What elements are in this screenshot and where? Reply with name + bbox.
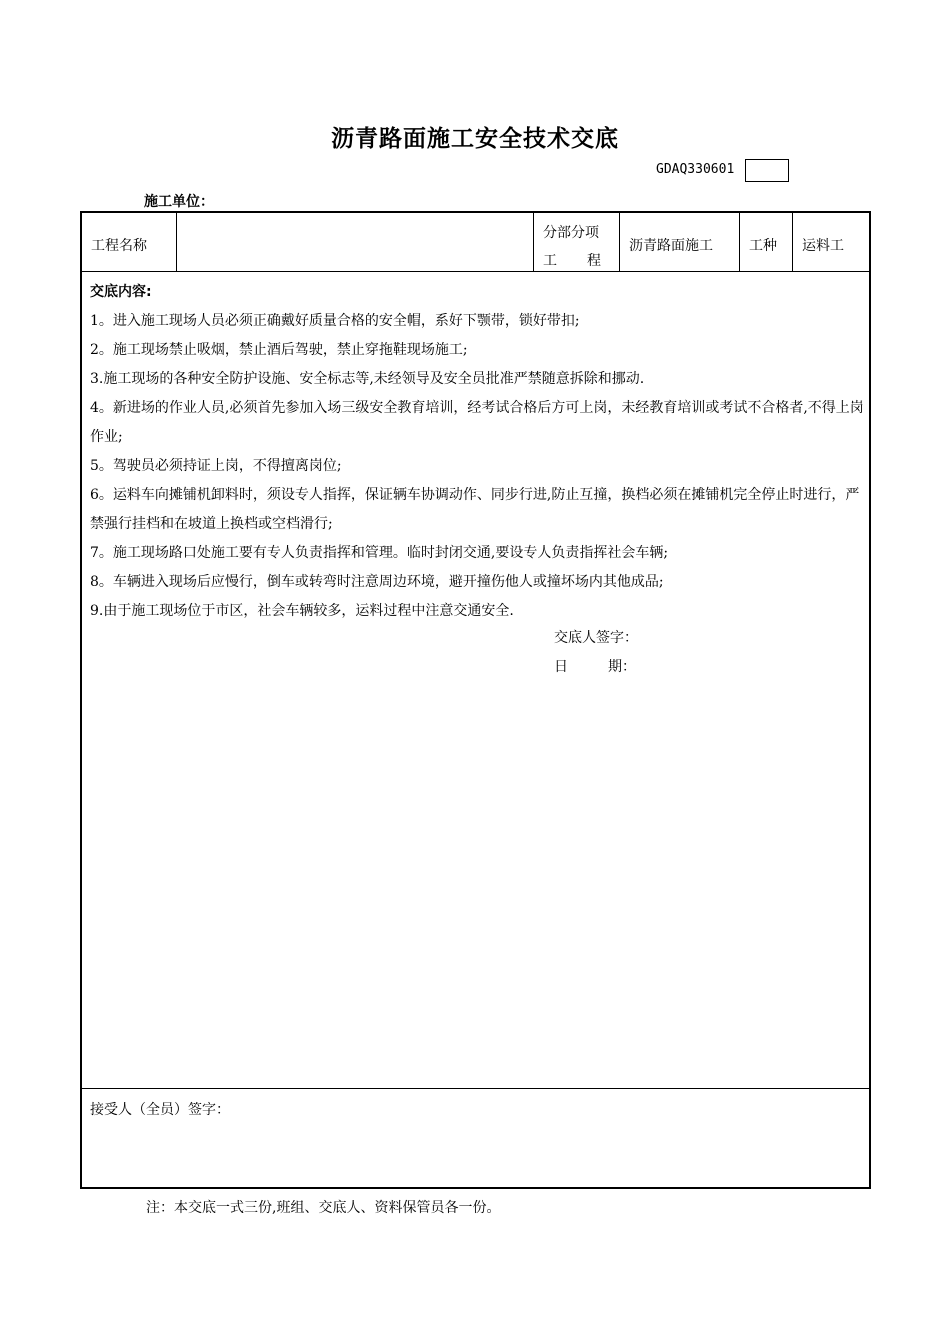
list-item: 9.由于施工现场位于市区，社会车辆较多，运料过程中注意交通安全. bbox=[90, 603, 514, 619]
briefing-content-label: 交底内容: bbox=[90, 284, 152, 300]
list-item: 8。车辆进入现场后应慢行，倒车或转弯时注意周边环境，避开撞伤他人或撞坏场内其他成品; bbox=[90, 574, 664, 590]
construction-unit-label: 施工单位： bbox=[144, 194, 214, 210]
code-box bbox=[745, 159, 789, 182]
work-type-label: 工种 bbox=[749, 238, 777, 254]
list-item: 5。驾驶员必须持证上岗，不得擅离岗位; bbox=[90, 458, 342, 474]
list-item: 6。运料车向摊铺机卸料时，须设专人指挥，保证辆车协调动作、同步行进,防止互撞，换档必须在摊铺机完全停止时进行，严禁强行挂档和在坡道上换档或空档滑行; bbox=[90, 487, 860, 532]
briefing-content-section bbox=[82, 272, 869, 1089]
document-title: 沥青路面施工安全技术交底 bbox=[331, 126, 619, 152]
sub-item-value: 沥青路面施工 bbox=[629, 238, 713, 254]
list-item: 1。进入施工现场人员必须正确戴好质量合格的安全帽，系好下颚带，锁好带扣; bbox=[90, 313, 580, 329]
document-code: GDAQ330601 bbox=[656, 162, 735, 177]
sub-item-label-line2: 工 程 bbox=[543, 253, 601, 269]
briefing-items bbox=[90, 307, 865, 626]
signer-label: 交底人签字： bbox=[554, 630, 638, 646]
list-item: 2。施工现场禁止吸烟，禁止酒后驾驶，禁止穿拖鞋现场施工; bbox=[90, 342, 468, 358]
work-type-value: 运料工 bbox=[802, 238, 844, 254]
sub-item-label-cell bbox=[534, 213, 620, 271]
list-item: 3.施工现场的各种安全防护设施、安全标志等,未经领导及安全员批准严禁随意拆除和挪动. bbox=[90, 371, 645, 387]
project-name-value-cell bbox=[177, 213, 534, 271]
list-item: 7。施工现场路口处施工要有专人负责指挥和管理。临时封闭交通,要设专人负责指挥社会车辆; bbox=[90, 545, 669, 561]
project-name-label: 工程名称 bbox=[91, 238, 147, 254]
date-label: 日 期： bbox=[554, 659, 636, 675]
header-row bbox=[82, 213, 869, 272]
sub-item-value-cell bbox=[620, 213, 740, 271]
work-type-label-cell bbox=[740, 213, 793, 271]
list-item: 4。新进场的作业人员,必须首先参加入场三级安全教育培训，经考试合格后方可上岗，未经教育培训或考试不合格者,不得上岗作业; bbox=[90, 400, 864, 445]
footnote: 注：本交底一式三份,班组、交底人、资料保管员各一份。 bbox=[146, 1200, 501, 1216]
project-name-label-cell bbox=[82, 213, 177, 271]
work-type-value-cell bbox=[793, 213, 869, 271]
sub-item-label-line1: 分部分项 bbox=[543, 225, 599, 241]
form-table bbox=[80, 211, 871, 1189]
receiver-signature-label: 接受人（全员）签字： bbox=[90, 1102, 230, 1118]
